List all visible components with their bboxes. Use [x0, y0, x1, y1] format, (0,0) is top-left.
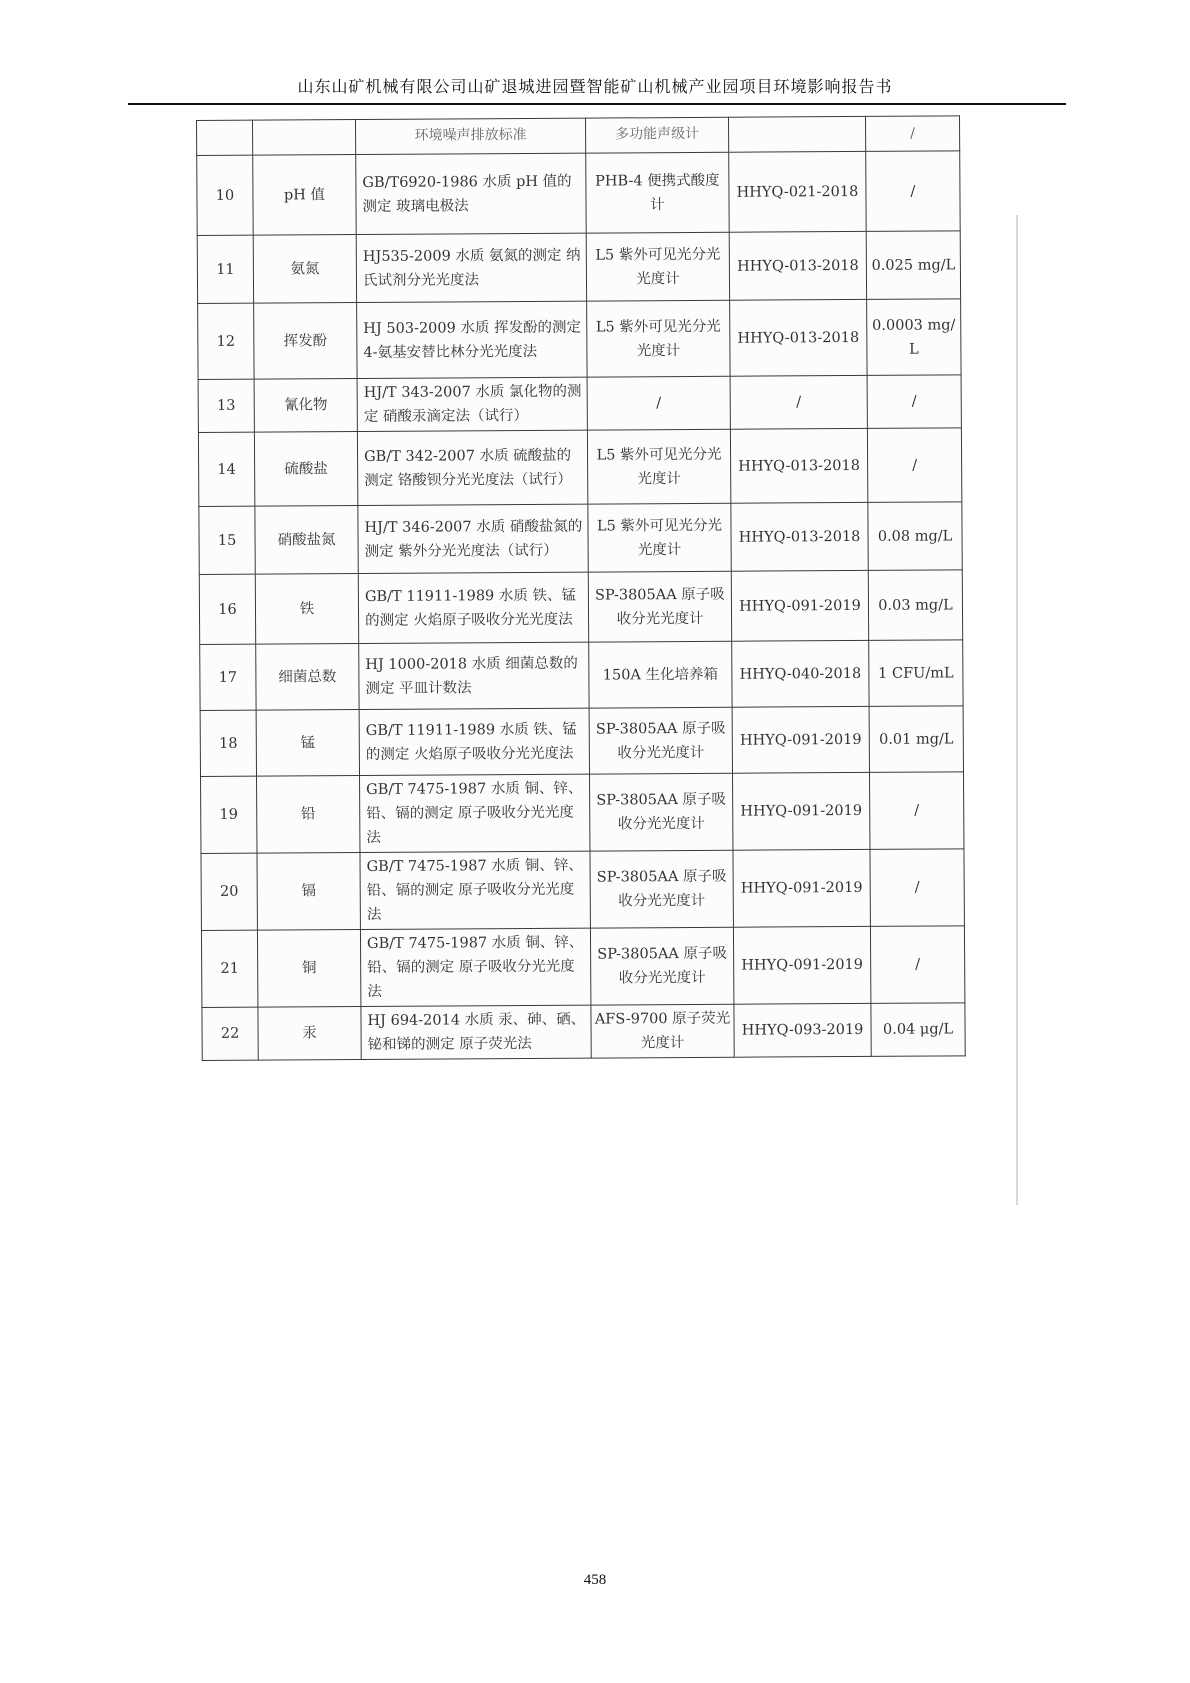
cell-item: 挥发酚: [254, 303, 357, 380]
page-number: 458: [583, 1572, 607, 1588]
cell-method: HJ535-2009 水质 氨氮的测定 纳氏试剂分光光度法: [356, 233, 586, 302]
cell-code: HHYQ-021-2018: [729, 151, 866, 232]
cell-limit: /: [865, 116, 959, 152]
cell-code: /: [730, 375, 867, 429]
cell-item: 铁: [255, 574, 358, 645]
cell-item: 硝酸盐氮: [255, 506, 358, 575]
cell-method: HJ 1000-2018 水质 细菌总数的测定 平皿计数法: [359, 642, 589, 709]
cell-method: GB/T 342-2007 水质 硫酸盐的测定 铬酸钡分光光度法（试行）: [357, 430, 587, 505]
cell-item: 汞: [258, 1007, 361, 1061]
cell-method: HJ/T 343-2007 水质 氯化物的测定 硝酸汞滴定法（试行）: [357, 377, 587, 431]
cell-item: 铜: [257, 930, 360, 1008]
cell-method: HJ 503-2009 水质 挥发酚的测定 4-氨基安替比林分光光度法: [357, 301, 587, 378]
cell-limit: /: [870, 849, 964, 927]
cell-limit: 0.01 mg/L: [869, 706, 963, 773]
cell-instrument: SP-3805AA 原子吸收分光光度计: [589, 707, 732, 774]
cell-no: 11: [197, 235, 253, 303]
cell-instrument: SP-3805AA 原子吸收分光光度计: [590, 927, 733, 1005]
cell-method: HJ 694-2014 水质 汞、砷、硒、铋和锑的测定 原子荧光法: [361, 1005, 591, 1059]
cell-instrument: 150A 生化培养箱: [589, 641, 732, 708]
cell-instrument: L5 紫外可见光分光光度计: [588, 503, 731, 572]
cell-item: 硫酸盐: [254, 432, 357, 507]
cell-code: HHYQ-091-2019: [733, 926, 870, 1004]
cell-limit: 0.025 mg/L: [866, 231, 960, 300]
table-row: [200, 640, 963, 711]
cell-method: GB/T 7475-1987 水质 铜、锌、铅、镉的测定 原子吸收分光光度法: [360, 851, 590, 929]
cell-limit: 0.04 μg/L: [871, 1003, 965, 1057]
cell-no: 10: [197, 155, 253, 235]
cell-no: 18: [200, 710, 256, 776]
table-row: [198, 299, 961, 380]
table-row: [201, 849, 964, 931]
cell-no: 17: [200, 644, 256, 710]
table-row: [201, 926, 964, 1008]
cell-instrument-text: 多功能声级计: [615, 125, 700, 143]
scanned-table-image: [196, 115, 965, 1061]
cell-limit: /: [870, 926, 964, 1004]
cell-method: HJ/T 346-2007 水质 硝酸盐氮的测定 紫外分光光度法（试行）: [358, 504, 588, 573]
cell-method-text: 环境噪声排放标准: [414, 126, 527, 144]
cell-item: 镉: [257, 853, 360, 931]
table-row: [197, 231, 960, 304]
cell-limit: 0.0003 mg/L: [867, 299, 961, 376]
table-row: [197, 151, 960, 236]
cell-instrument: L5 紫外可见光分光光度计: [587, 429, 730, 504]
header-rule: [128, 103, 1066, 105]
page-header-title: 山东山矿机械有限公司山矿退城进园暨智能矿山机械产业园项目环境影响报告书: [297, 77, 893, 96]
cell-limit: 0.03 mg/L: [868, 570, 962, 641]
cell-code: HHYQ-091-2019: [733, 772, 870, 850]
table-row: [201, 772, 964, 854]
cell-limit: 0.08 mg/L: [868, 502, 962, 571]
cell-no: 20: [201, 853, 257, 930]
cell-code: HHYQ-093-2019: [734, 1003, 871, 1057]
cell-item: [253, 120, 356, 156]
cell-code: HHYQ-013-2018: [730, 428, 867, 503]
cell-item: pH 值: [253, 155, 356, 236]
cell-item: 氨氮: [253, 235, 356, 304]
cell-instrument: PHB-4 便携式酸度计: [586, 152, 729, 233]
cell-item: 铅: [257, 776, 360, 854]
cell-no: 13: [198, 379, 254, 432]
cell-instrument: SP-3805AA 原子吸收分光光度计: [590, 773, 733, 851]
cell-method: GB/T 11911-1989 水质 铁、锰的测定 火焰原子吸收分光光度法: [358, 572, 588, 643]
cell-code: HHYQ-040-2018: [732, 640, 869, 707]
cell-instrument: AFS-9700 原子荧光光度计: [591, 1004, 734, 1058]
cell-no: [197, 120, 253, 155]
cell-instrument: L5 紫外可见光分光光度计: [587, 300, 730, 377]
monitoring-methods-table: [196, 115, 966, 1061]
cell-limit: /: [869, 772, 963, 850]
cell-instrument: [585, 117, 728, 153]
cell-item: 锰: [256, 710, 359, 777]
cell-no: 22: [202, 1007, 258, 1060]
cell-method: GB/T 7475-1987 水质 铜、锌、铅、镉的测定 原子吸收分光光度法: [360, 774, 590, 852]
cell-instrument: L5 紫外可见光分光光度计: [586, 232, 729, 301]
cell-instrument: SP-3805AA 原子吸收分光光度计: [588, 571, 731, 642]
cell-no: 16: [199, 574, 255, 644]
cell-code: HHYQ-091-2019: [732, 706, 869, 773]
cell-item: 细菌总数: [256, 644, 359, 711]
cell-no: 15: [199, 506, 255, 574]
cell-code: HHYQ-013-2018: [731, 502, 868, 571]
table-row: [199, 570, 962, 645]
cell-code: HHYQ-091-2019: [731, 570, 868, 641]
cell-method: GB/T 11911-1989 水质 铁、锰的测定 火焰原子吸收分光光度法: [359, 708, 589, 775]
table-row: [198, 428, 961, 507]
table-row: [198, 375, 961, 433]
table-body: [197, 116, 966, 1061]
cell-limit: /: [867, 428, 961, 503]
table-row: [199, 502, 962, 575]
table-row-partial: [197, 116, 960, 156]
cell-method: GB/T6920-1986 水质 pH 值的测定 玻璃电极法: [356, 153, 586, 234]
cell-no: 12: [198, 303, 254, 379]
cell-code: HHYQ-091-2019: [733, 849, 870, 927]
table-row: [200, 706, 963, 777]
cell-no: 14: [198, 432, 254, 506]
cell-instrument: /: [587, 376, 730, 430]
table-row: [202, 1003, 965, 1061]
cell-code: HHYQ-013-2018: [729, 231, 866, 300]
cell-no: 19: [201, 776, 257, 853]
cell-instrument: SP-3805AA 原子吸收分光光度计: [590, 850, 733, 928]
cell-method: GB/T 7475-1987 水质 铜、锌、铅、镉的测定 原子吸收分光光度法: [360, 928, 590, 1006]
cell-item: 氰化物: [254, 379, 357, 433]
cell-limit: /: [866, 151, 960, 232]
scan-edge-shadow: [1016, 215, 1018, 1205]
cell-limit: /: [867, 375, 961, 429]
cell-limit: 1 CFU/mL: [869, 640, 963, 707]
cell-code: [728, 116, 865, 152]
cell-code: HHYQ-013-2018: [730, 299, 867, 376]
cell-method: [356, 118, 586, 154]
cell-no: 21: [201, 930, 257, 1007]
